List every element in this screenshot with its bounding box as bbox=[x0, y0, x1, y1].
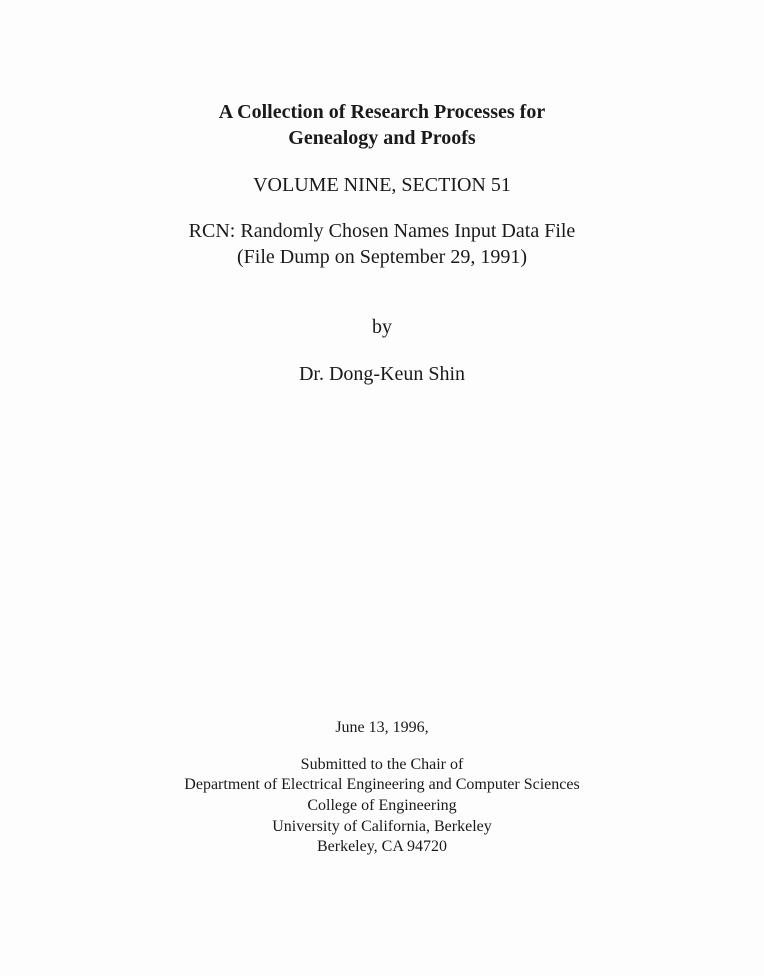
volume-heading: VOLUME NINE, SECTION 51 bbox=[253, 174, 511, 196]
submission-line-2: Department of Electrical Engineering and Computer Sciences bbox=[184, 776, 580, 793]
title-line-1: A Collection of Research Processes for bbox=[218, 101, 546, 123]
title-line-2: Genealogy and Proofs bbox=[288, 127, 476, 149]
submission-line-5: Berkeley, CA 94720 bbox=[316, 838, 448, 855]
subtitle-line-1: RCN: Randomly Chosen Names Input Data File bbox=[188, 220, 576, 242]
date: June 13, 1996, bbox=[335, 719, 429, 736]
submission-line-4: University of California, Berkeley bbox=[272, 818, 492, 835]
submission-line-1: Submitted to the Chair of bbox=[300, 756, 464, 773]
by-label: by bbox=[372, 316, 392, 338]
author-name: Dr. Dong-Keun Shin bbox=[298, 363, 466, 385]
subtitle-line-2: (File Dump on September 29, 1991) bbox=[237, 246, 527, 268]
submission-line-3: College of Engineering bbox=[307, 797, 457, 814]
